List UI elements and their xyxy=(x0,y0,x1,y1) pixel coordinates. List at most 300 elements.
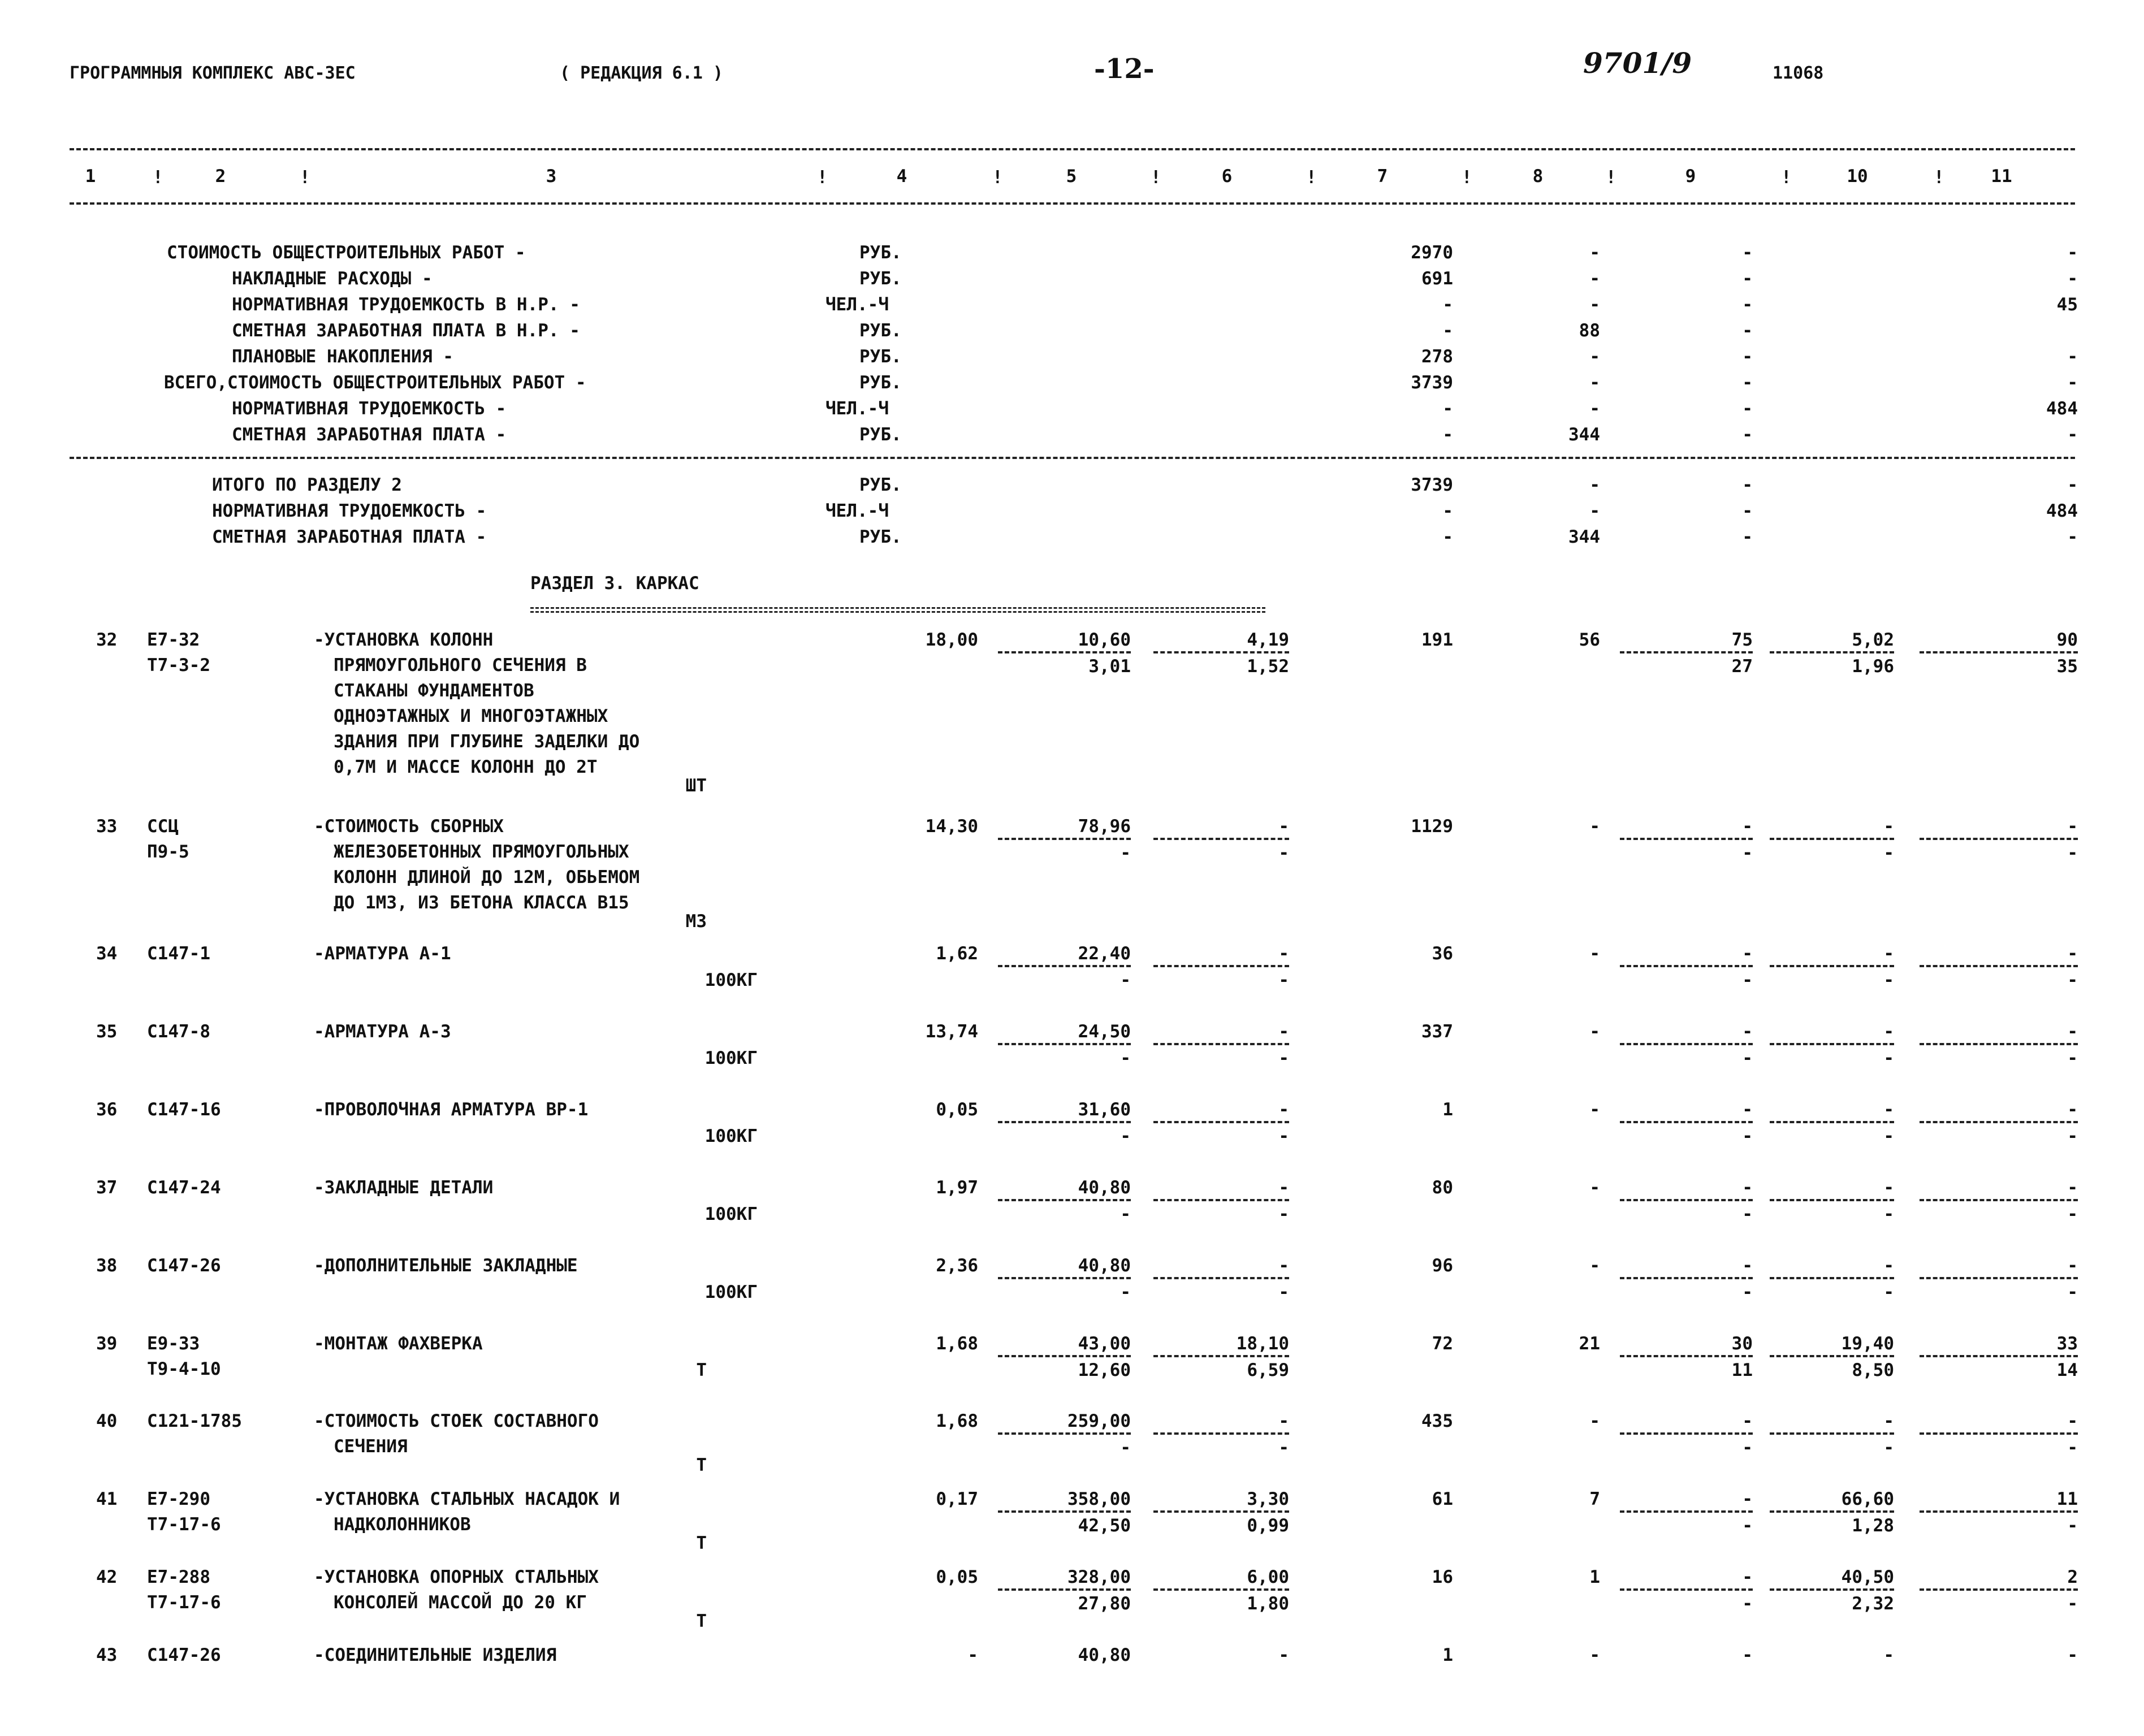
entry-description: СТАКАНЫ ФУНДАМЕНТОВ xyxy=(334,681,534,701)
entry-subline xyxy=(998,651,1131,653)
entry-col9-wages: - xyxy=(1742,970,1753,990)
entry-code: С147-8 xyxy=(147,1021,210,1042)
entry-description: ОДНОЭТАЖНЫХ И МНОГОЭТАЖНЫХ xyxy=(334,706,608,726)
entry-col5-wages: - xyxy=(1120,1282,1131,1302)
entry-col5-wages: - xyxy=(1120,1048,1131,1068)
entry-subline xyxy=(1770,1432,1894,1435)
entry-col11: 11 xyxy=(2056,1489,2078,1509)
total-col7: 3739 xyxy=(1411,475,1453,495)
summary-col9: - xyxy=(1742,321,1753,341)
total-unit: РУБ. xyxy=(859,527,902,547)
entry-quantity: 0,05 xyxy=(936,1567,978,1587)
summary-col11: - xyxy=(2067,347,2078,367)
summary-col8: - xyxy=(1589,243,1600,263)
entry-subline xyxy=(1153,651,1289,653)
entry-description: КОЛОНН ДЛИНОЙ ДО 12М, ОБЬЕМОМ xyxy=(334,867,640,888)
total-col8: 344 xyxy=(1568,527,1600,547)
entry-subline xyxy=(1620,1355,1753,1357)
summary-label: НОРМАТИВНАЯ ТРУДОЕМКОСТЬ В Н.Р. - xyxy=(232,295,580,315)
entry-unit: М3 xyxy=(685,911,707,932)
entry-col10-wages: - xyxy=(1883,1204,1894,1224)
total-col9: - xyxy=(1742,501,1753,521)
entry-code: С121-1785 xyxy=(147,1411,242,1431)
document-number: 9701/9 xyxy=(1583,46,1692,80)
entry-subline xyxy=(1153,1199,1289,1201)
entry-col6: - xyxy=(1278,943,1289,964)
column-header-1: 1 xyxy=(85,166,96,187)
entry-subline xyxy=(1153,1432,1289,1435)
entry-subline xyxy=(1153,965,1289,967)
entry-col5: 358,00 xyxy=(1067,1489,1131,1509)
entry-col11-wages: - xyxy=(2067,1516,2078,1536)
entry-col6-wages: 1,80 xyxy=(1247,1594,1289,1614)
entry-col11: - xyxy=(2067,1411,2078,1431)
entry-col9-wages: - xyxy=(1742,1516,1753,1536)
entry-col9-wages: - xyxy=(1742,1594,1753,1614)
entry-description: -ЗАКЛАДНЫЕ ДЕТАЛИ xyxy=(314,1177,494,1198)
entry-quantity: 1,97 xyxy=(936,1177,978,1198)
column-header-3: 3 xyxy=(546,166,557,187)
entry-description: -ПРОВОЛОЧНАЯ АРМАТУРА ВР-1 xyxy=(314,1099,589,1120)
summary-col11: - xyxy=(2067,373,2078,393)
entry-col6-wages: 1,52 xyxy=(1247,656,1289,677)
total-col11: - xyxy=(2067,475,2078,495)
entry-col10: - xyxy=(1883,816,1894,837)
summary-label: СТОИМОСТЬ ОБЩЕСТРОИТЕЛЬНЫХ РАБОТ - xyxy=(167,243,526,263)
entry-subline xyxy=(1920,838,2078,840)
entry-description: -ДОПОЛНИТЕЛЬНЫЕ ЗАКЛАДНЫЕ xyxy=(314,1256,578,1276)
section-title: РАЗДЕЛ 3. КАРКАС xyxy=(530,573,699,594)
entry-col10-wages: - xyxy=(1883,1126,1894,1146)
entry-col6: - xyxy=(1278,1256,1289,1276)
summary-col11: - xyxy=(2067,425,2078,445)
total-col9: - xyxy=(1742,475,1753,495)
entry-col5-wages: - xyxy=(1120,843,1131,863)
entry-quantity: 13,74 xyxy=(925,1021,978,1042)
entry-col9-wages: 11 xyxy=(1731,1360,1753,1380)
entry-quantity: 1,62 xyxy=(936,943,978,964)
header-rule-top xyxy=(70,148,2075,150)
entry-col6-wages: - xyxy=(1278,1126,1289,1146)
entry-subline xyxy=(998,1121,1131,1123)
summary-col9: - xyxy=(1742,399,1753,419)
summary-col7: - xyxy=(1442,295,1453,315)
entry-subline xyxy=(1620,1432,1753,1435)
entry-col9-wages: - xyxy=(1742,1126,1753,1146)
entry-subline xyxy=(1620,1121,1753,1123)
entry-col10: 66,60 xyxy=(1841,1489,1894,1509)
document-code: 11068 xyxy=(1773,63,1824,83)
entry-code: Т7-17-6 xyxy=(147,1514,221,1535)
summary-col7: - xyxy=(1442,425,1453,445)
summary-col8: - xyxy=(1589,373,1600,393)
entry-col6: 18,10 xyxy=(1236,1334,1289,1354)
column-header-2: 2 xyxy=(215,166,226,187)
column-separator: ! xyxy=(1462,167,1472,188)
column-separator: ! xyxy=(1306,167,1317,188)
entry-col8: - xyxy=(1589,1177,1600,1198)
summary-col7: 2970 xyxy=(1411,243,1453,263)
entry-col6-wages: 6,59 xyxy=(1247,1360,1289,1380)
entry-code: П9-5 xyxy=(147,842,189,862)
entry-subline xyxy=(1770,965,1894,967)
summary-unit: РУБ. xyxy=(859,425,902,445)
entry-col5: 259,00 xyxy=(1067,1411,1131,1431)
entry-col9-wages: - xyxy=(1742,1048,1753,1068)
entry-code: С147-26 xyxy=(147,1256,221,1276)
summary-col11: 484 xyxy=(2046,399,2078,419)
entry-col8: - xyxy=(1589,943,1600,964)
entry-subline xyxy=(1153,1588,1289,1591)
entry-col7: 1 xyxy=(1442,1099,1453,1120)
summary-unit: ЧЕЛ.-Ч xyxy=(825,295,889,315)
summary-label: СМЕТНАЯ ЗАРАБОТНАЯ ПЛАТА - xyxy=(232,425,507,445)
entry-col9: - xyxy=(1742,1489,1753,1509)
entry-col10-wages: 8,50 xyxy=(1852,1360,1894,1380)
column-header-11: 11 xyxy=(1991,166,2012,187)
entry-col11-wages: - xyxy=(2067,970,2078,990)
entry-col9: - xyxy=(1742,1411,1753,1431)
entry-col6: - xyxy=(1278,816,1289,837)
entry-quantity: 2,36 xyxy=(936,1256,978,1276)
entry-col9: - xyxy=(1742,816,1753,837)
summary-col7: - xyxy=(1442,399,1453,419)
entry-subline xyxy=(998,1199,1131,1201)
entry-col5: 22,40 xyxy=(1078,943,1131,964)
entry-col11: 90 xyxy=(2056,630,2078,650)
entry-col9: - xyxy=(1742,943,1753,964)
entry-unit: 100КГ xyxy=(704,970,758,990)
entry-unit: 100КГ xyxy=(704,1204,758,1224)
entry-subline xyxy=(1920,965,2078,967)
entry-subline xyxy=(998,838,1131,840)
column-separator: ! xyxy=(817,167,828,188)
entry-subline xyxy=(1770,838,1894,840)
entry-col10-wages: - xyxy=(1883,1048,1894,1068)
entry-col10-wages: - xyxy=(1883,1438,1894,1458)
entry-col10: - xyxy=(1883,1256,1894,1276)
entry-row-number: 40 xyxy=(96,1411,118,1431)
entry-code: С147-1 xyxy=(147,943,210,964)
entry-col5-wages: - xyxy=(1120,1438,1131,1458)
program-name: ГРОГРАММНЫЯ КОМПЛЕКС АВС-ЗЕС xyxy=(70,63,356,83)
column-header-6: 6 xyxy=(1221,166,1233,187)
entry-col5: 40,80 xyxy=(1078,1645,1131,1665)
entry-row-number: 34 xyxy=(96,943,118,964)
summary-col8: - xyxy=(1589,399,1600,419)
entry-description: ДО 1М3, ИЗ БЕТОНА КЛАССА В15 xyxy=(334,893,629,913)
entry-row-number: 35 xyxy=(96,1021,118,1042)
entry-subline xyxy=(1153,1043,1289,1045)
summary-col9: - xyxy=(1742,269,1753,289)
entry-code: Е7-290 xyxy=(147,1489,210,1509)
entry-col6: 4,19 xyxy=(1247,630,1289,650)
entry-row-number: 43 xyxy=(96,1645,118,1665)
summary-unit: РУБ. xyxy=(859,373,902,393)
entry-col9: 75 xyxy=(1731,630,1753,650)
summary-col9: - xyxy=(1742,347,1753,367)
entry-row-number: 33 xyxy=(96,816,118,837)
entry-col8: - xyxy=(1589,816,1600,837)
entry-subline xyxy=(1153,1121,1289,1123)
entry-col10-wages: 2,32 xyxy=(1852,1594,1894,1614)
summary-col7: - xyxy=(1442,321,1453,341)
entry-unit: Т xyxy=(696,1360,707,1380)
entry-unit: 100КГ xyxy=(704,1126,758,1146)
entry-col9: - xyxy=(1742,1021,1753,1042)
entry-subline xyxy=(998,965,1131,967)
entry-unit: Т xyxy=(696,1611,707,1631)
entry-col9: - xyxy=(1742,1177,1753,1198)
entry-col6: - xyxy=(1278,1411,1289,1431)
entry-subline xyxy=(1153,1510,1289,1513)
entry-description: -УСТАНОВКА СТАЛЬНЫХ НАСАДОК И xyxy=(314,1489,620,1509)
summary-col9: - xyxy=(1742,243,1753,263)
summary-unit: РУБ. xyxy=(859,243,902,263)
entry-col11: - xyxy=(2067,1021,2078,1042)
entry-code: Т9-4-10 xyxy=(147,1359,221,1379)
page-number: -12- xyxy=(1094,53,1155,85)
summary-col9: - xyxy=(1742,295,1753,315)
entry-col6-wages: - xyxy=(1278,1048,1289,1068)
entry-unit: Т xyxy=(696,1455,707,1475)
entry-unit: 100КГ xyxy=(704,1282,758,1302)
entry-subline xyxy=(1620,1588,1753,1591)
entry-col6-wages: - xyxy=(1278,1204,1289,1224)
entry-description: -АРМАТУРА А-3 xyxy=(314,1021,451,1042)
summary-label: ВСЕГО,СТОИМОСТЬ ОБЩЕСТРОИТЕЛЬНЫХ РАБОТ - xyxy=(164,373,586,393)
entry-quantity: 1,68 xyxy=(936,1411,978,1431)
entry-row-number: 39 xyxy=(96,1334,118,1354)
entry-col8: 56 xyxy=(1579,630,1600,650)
summary-col8: - xyxy=(1589,269,1600,289)
entry-quantity: - xyxy=(967,1645,978,1665)
entry-col6: 6,00 xyxy=(1247,1567,1289,1587)
entry-subline xyxy=(998,1355,1131,1357)
column-header-5: 5 xyxy=(1066,166,1077,187)
entry-col5: 10,60 xyxy=(1078,630,1131,650)
entry-quantity: 0,17 xyxy=(936,1489,978,1509)
summary-label: СМЕТНАЯ ЗАРАБОТНАЯ ПЛАТА В Н.Р. - xyxy=(232,321,580,341)
entry-col11-wages: - xyxy=(2067,1204,2078,1224)
entry-code: С147-26 xyxy=(147,1645,221,1665)
total-col7: - xyxy=(1442,527,1453,547)
entry-col10: - xyxy=(1883,1411,1894,1431)
entry-description: ЗДАНИЯ ПРИ ГЛУБИНЕ ЗАДЕЛКИ ДО xyxy=(334,731,640,752)
entry-code: С147-16 xyxy=(147,1099,221,1120)
summary-col11: - xyxy=(2067,269,2078,289)
entry-col9-wages: - xyxy=(1742,1438,1753,1458)
entry-col7: 72 xyxy=(1432,1334,1453,1354)
entry-row-number: 37 xyxy=(96,1177,118,1198)
entry-col9-wages: 27 xyxy=(1731,656,1753,677)
entry-col11: - xyxy=(2067,1099,2078,1120)
summary-unit: РУБ. xyxy=(859,321,902,341)
total-unit: ЧЕЛ.-Ч xyxy=(825,501,889,521)
column-separator: ! xyxy=(1781,167,1792,188)
entry-col10-wages: - xyxy=(1883,1282,1894,1302)
entry-subline xyxy=(1153,838,1289,840)
entry-col11: - xyxy=(2067,943,2078,964)
entry-row-number: 38 xyxy=(96,1256,118,1276)
entry-col7: 61 xyxy=(1432,1489,1453,1509)
entry-col5: 328,00 xyxy=(1067,1567,1131,1587)
entry-unit: ШТ xyxy=(685,776,707,796)
entry-col10: 40,50 xyxy=(1841,1567,1894,1587)
entry-subline xyxy=(1153,1355,1289,1357)
summary-col11: - xyxy=(2067,243,2078,263)
entry-col5-wages: 12,60 xyxy=(1078,1360,1131,1380)
entry-col5: 40,80 xyxy=(1078,1256,1131,1276)
entry-col10: - xyxy=(1883,1177,1894,1198)
column-separator: ! xyxy=(300,167,310,188)
summary-col8: - xyxy=(1589,295,1600,315)
entry-col9: - xyxy=(1742,1645,1753,1665)
entry-subline xyxy=(1920,1432,2078,1435)
summary-col9: - xyxy=(1742,425,1753,445)
entry-subline xyxy=(998,1510,1131,1513)
entry-description: -АРМАТУРА А-1 xyxy=(314,943,451,964)
entry-col5-wages: - xyxy=(1120,1126,1131,1146)
entry-col9-wages: - xyxy=(1742,1282,1753,1302)
entry-col8: 21 xyxy=(1579,1334,1600,1354)
entry-col6-wages: - xyxy=(1278,843,1289,863)
entry-description: КОНСОЛЕЙ МАССОЙ ДО 20 КГ xyxy=(334,1592,587,1613)
entry-col9: - xyxy=(1742,1099,1753,1120)
entry-col5: 40,80 xyxy=(1078,1177,1131,1198)
entry-col10-wages: 1,28 xyxy=(1852,1516,1894,1536)
entry-col9: - xyxy=(1742,1567,1753,1587)
entry-col5-wages: 27,80 xyxy=(1078,1594,1131,1614)
entry-col5: 43,00 xyxy=(1078,1334,1131,1354)
total-label: ИТОГО ПО РАЗДЕЛУ 2 xyxy=(212,475,402,495)
entry-quantity: 1,68 xyxy=(936,1334,978,1354)
summary-unit: РУБ. xyxy=(859,347,902,367)
entry-col7: 16 xyxy=(1432,1567,1453,1587)
entry-col6: - xyxy=(1278,1177,1289,1198)
entry-col8: - xyxy=(1589,1256,1600,1276)
entry-description: СЕЧЕНИЯ xyxy=(334,1436,408,1457)
column-separator: ! xyxy=(1606,167,1616,188)
entry-quantity: 14,30 xyxy=(925,816,978,837)
entry-row-number: 32 xyxy=(96,630,118,650)
entry-description: -МОНТАЖ ФАХВЕРКА xyxy=(314,1334,483,1354)
entry-col9: - xyxy=(1742,1256,1753,1276)
summary-rule xyxy=(70,457,2075,459)
entry-description: -СТОИМОСТЬ СБОРНЫХ xyxy=(314,816,504,837)
total-col11: - xyxy=(2067,527,2078,547)
entry-subline xyxy=(1153,1277,1289,1279)
entry-col11: - xyxy=(2067,1177,2078,1198)
entry-col6-wages: - xyxy=(1278,1282,1289,1302)
entry-description: 0,7М И МАССЕ КОЛОНН ДО 2Т xyxy=(334,757,598,777)
entry-subline xyxy=(1920,1355,2078,1357)
summary-col7: 278 xyxy=(1421,347,1453,367)
entry-col8: 7 xyxy=(1589,1489,1600,1509)
summary-col7: 691 xyxy=(1421,269,1453,289)
entry-col5-wages: 3,01 xyxy=(1088,656,1131,677)
entry-col10-wages: - xyxy=(1883,843,1894,863)
entry-col11-wages: 14 xyxy=(2056,1360,2078,1380)
entry-col7: 36 xyxy=(1432,943,1453,964)
summary-col8: 88 xyxy=(1579,321,1600,341)
entry-subline xyxy=(1920,1199,2078,1201)
entry-col10-wages: - xyxy=(1883,970,1894,990)
entry-quantity: 18,00 xyxy=(925,630,978,650)
column-separator: ! xyxy=(1934,167,1944,188)
entry-subline xyxy=(1770,1510,1894,1513)
summary-label: НОРМАТИВНАЯ ТРУДОЕМКОСТЬ - xyxy=(232,399,507,419)
entry-unit: Т xyxy=(696,1533,707,1553)
entry-subline xyxy=(1920,1043,2078,1045)
total-col8: - xyxy=(1589,475,1600,495)
entry-row-number: 42 xyxy=(96,1567,118,1587)
entry-col11-wages: - xyxy=(2067,1594,2078,1614)
column-header-8: 8 xyxy=(1532,166,1544,187)
entry-col11: 33 xyxy=(2056,1334,2078,1354)
entry-col10: - xyxy=(1883,943,1894,964)
entry-subline xyxy=(1920,1121,2078,1123)
entry-col6: - xyxy=(1278,1021,1289,1042)
entry-col10: 19,40 xyxy=(1841,1334,1894,1354)
entry-col7: 337 xyxy=(1421,1021,1453,1042)
summary-unit: РУБ. xyxy=(859,269,902,289)
entry-subline xyxy=(1770,1043,1894,1045)
entry-col6: - xyxy=(1278,1645,1289,1665)
entry-subline xyxy=(998,1588,1131,1591)
edition-label: ( РЕДАКЦИЯ 6.1 ) xyxy=(560,63,723,83)
total-col9: - xyxy=(1742,527,1753,547)
entry-description: -СОЕДИНИТЕЛЬНЫЕ ИЗДЕЛИЯ xyxy=(314,1645,557,1665)
entry-subline xyxy=(1920,1588,2078,1591)
column-header-7: 7 xyxy=(1377,166,1388,187)
entry-col10: - xyxy=(1883,1645,1894,1665)
entry-col8: - xyxy=(1589,1099,1600,1120)
entry-col11-wages: - xyxy=(2067,1282,2078,1302)
entry-quantity: 0,05 xyxy=(936,1099,978,1120)
entry-col8: - xyxy=(1589,1645,1600,1665)
column-header-4: 4 xyxy=(896,166,907,187)
total-col11: 484 xyxy=(2046,501,2078,521)
entry-col7: 1 xyxy=(1442,1645,1453,1665)
entry-description: ПРЯМОУГОЛЬНОГО СЕЧЕНИЯ В xyxy=(334,655,587,676)
entry-col5: 78,96 xyxy=(1078,816,1131,837)
entry-description: -УСТАНОВКА ОПОРНЫХ СТАЛЬНЫХ xyxy=(314,1567,599,1587)
entry-col6-wages: 0,99 xyxy=(1247,1516,1289,1536)
entry-subline xyxy=(1620,965,1753,967)
entry-code: Е9-33 xyxy=(147,1334,200,1354)
entry-subline xyxy=(998,1043,1131,1045)
entry-subline xyxy=(1770,1199,1894,1201)
total-col7: - xyxy=(1442,501,1453,521)
column-header-9: 9 xyxy=(1685,166,1696,187)
entry-col9: 30 xyxy=(1731,1334,1753,1354)
entry-code: ССЦ xyxy=(147,816,179,837)
entry-col8: - xyxy=(1589,1021,1600,1042)
summary-col11: 45 xyxy=(2056,295,2078,315)
entry-col5: 31,60 xyxy=(1078,1099,1131,1120)
entry-col10: 5,02 xyxy=(1852,630,1894,650)
summary-col8: 344 xyxy=(1568,425,1600,445)
entry-col11: 2 xyxy=(2067,1567,2078,1587)
entry-description: ЖЕЛЕЗОБЕТОННЫХ ПРЯМОУГОЛЬНЫХ xyxy=(334,842,629,862)
entry-col6: - xyxy=(1278,1099,1289,1120)
entry-code: Т7-17-6 xyxy=(147,1592,221,1613)
entry-description: НАДКОЛОННИКОВ xyxy=(334,1514,471,1535)
entry-code: С147-24 xyxy=(147,1177,221,1198)
summary-label: ПЛАНОВЫЕ НАКОПЛЕНИЯ - xyxy=(232,347,453,367)
summary-label: НАКЛАДНЫЕ РАСХОДЫ - xyxy=(232,269,433,289)
